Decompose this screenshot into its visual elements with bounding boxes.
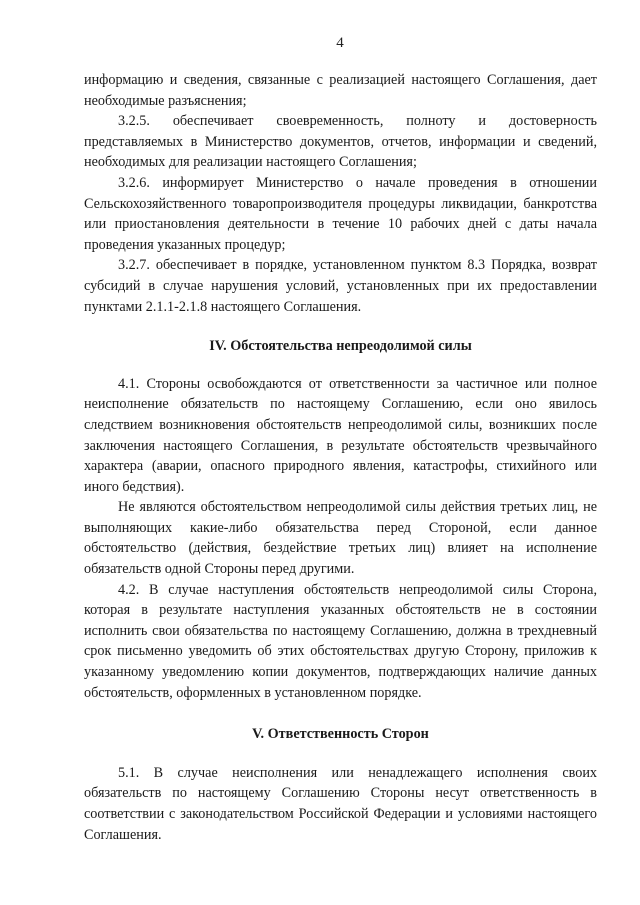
paragraph-5-1: 5.1. В случае неисполнения или ненадлежащего исполнения своих обязательств по настоящему Соглашению Стороны несут ответственность в соответствии с законодательством Российской Федерации и условиями настоящего Соглашения. [84, 764, 597, 843]
paragraph-4-1: 4.1. Стороны освобождаются от ответственности за частичное или полное неисполнение обязательств по настоящему Соглашению, если оно явилось следствием возникновения обстоятельств непреодолимой силы, возникших после заключения настоящего Соглашения, в результате обстоятельств чрезвычайного характера (аварии, опасного природного явления, катастрофы, стихийного или иного бедствия). [84, 375, 597, 495]
paragraph-3-2-7: 3.2.7. обеспечивает в порядке, установленном пунктом 8.3 Порядка, возврат субсидий в случае нарушения условий, установленных при их предоставлении пунктами 2.1.1-2.1.8 настоящего Соглашения. [84, 257, 597, 315]
paragraph-3-2-5: 3.2.5. обеспечивает своевременность, полноту и достоверность представляемых в Министерство документов, отчетов, информации и сведений, необходимых для реализации настоящего Соглашения; [84, 113, 597, 171]
paragraph-3-2-6: 3.2.6. информирует Министерство о начале проведения в отношении Сельскохозяйственного товаропроизводителя процедуры ликвидации, банкротства или приостановления деятельности в течение 10 рабочих дней с даты начала проведения указанных процедур; [84, 174, 597, 253]
paragraph-4-2: 4.2. В случае наступления обстоятельств непреодолимой силы Сторона, которая в результате наступления указанных обстоятельств не в состоянии исполнить свои обязательства по настоящему Соглашению, должна в трехдневный срок письменно уведомить об этих обстоятельствах другую Сторону, приложив к указанному уведомлению копии документов, подтверждающих наличие данных обстоятельств, оформленных в установленном порядке. [84, 581, 597, 701]
document-body [84, 70, 597, 845]
section-heading-liability: V. Ответственность Сторон [252, 726, 429, 743]
paragraph-third-parties: Не являются обстоятельством непреодолимой силы действия третьих лиц, не выполняющих какие-либо обязательства перед Стороной, если данное обстоятельство (действия, бездействие третьих лиц) влияет на исполнение обязательств одной Стороны перед другими. [84, 499, 597, 578]
paragraph-continuation: информацию и сведения, связанные с реализацией настоящего Соглашения, дает необходимые разъяснения; [84, 72, 597, 109]
section-heading-force-majeure: IV. Обстоятельства непреодолимой силы [209, 338, 472, 355]
page-number: 4 [336, 35, 344, 51]
